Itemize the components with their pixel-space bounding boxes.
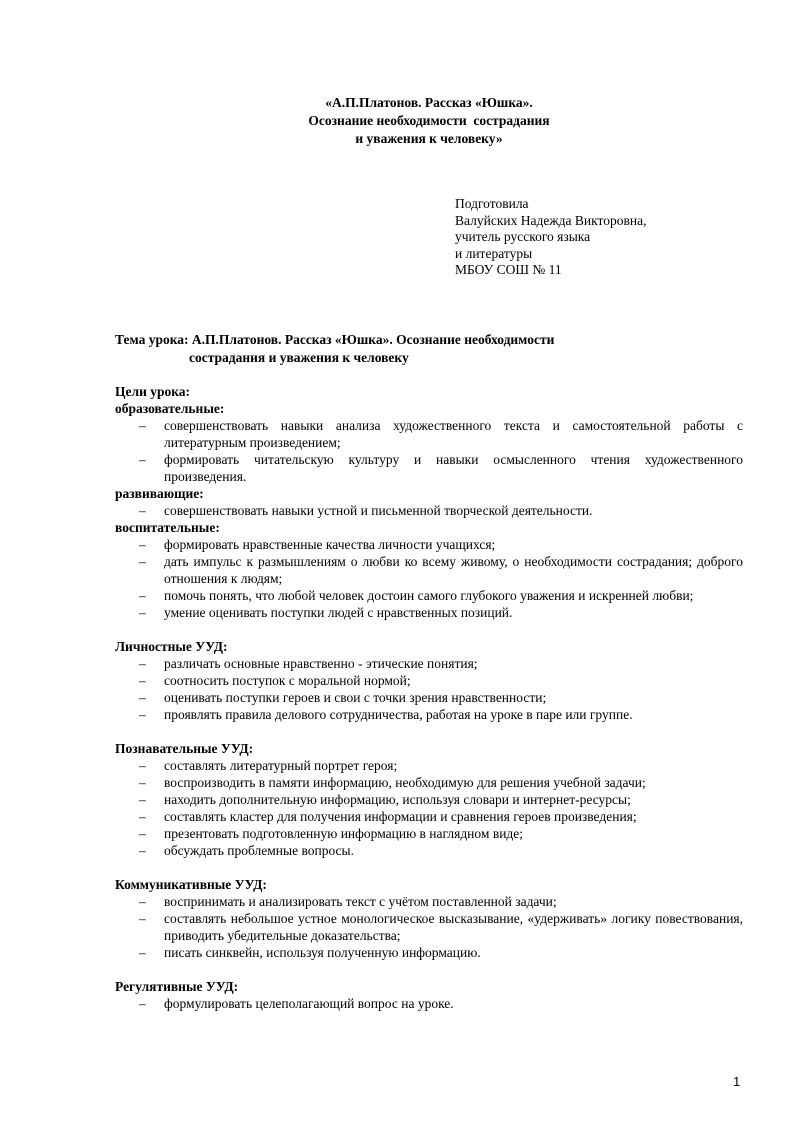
author-line: и литературы	[455, 245, 533, 261]
list-item-text: воспринимать и анализировать текст с учётом поставленной задачи;	[164, 894, 557, 909]
dash-marker: –	[139, 605, 146, 620]
list-item-text: формировать нравственные качества личности учащихся;	[164, 537, 496, 552]
dash-marker: –	[139, 945, 146, 960]
dash-marker: –	[139, 537, 146, 552]
dash-marker: –	[139, 758, 146, 773]
title-line: «А.П.Платонов. Рассказ «Юшка».	[325, 95, 533, 110]
dash-marker: –	[139, 775, 146, 790]
list-item	[115, 587, 743, 604]
list-item-text: проявлять правила делового сотрудничества, работая на уроке в паре или группе.	[164, 707, 633, 722]
author-block	[455, 196, 646, 279]
list-item-text: писать синквейн, используя полученную информацию.	[164, 945, 481, 960]
author-line: учитель русского языка	[455, 229, 591, 244]
title-line: и уважения к человеку»	[355, 131, 503, 146]
dash-marker: –	[139, 792, 146, 807]
developing-list	[115, 502, 743, 519]
list-item-text: формировать читательскую культуру и навыки осмысленного чтения художественного произведения.	[164, 452, 743, 484]
list-item	[115, 502, 743, 519]
list-item	[115, 995, 743, 1012]
list-item	[115, 672, 743, 689]
communicative-list	[115, 893, 743, 961]
dash-marker: –	[139, 690, 146, 705]
list-item-text: составлять литературный портрет героя;	[164, 758, 398, 773]
list-item	[115, 553, 743, 587]
dash-marker: –	[139, 996, 146, 1011]
list-item	[115, 451, 743, 485]
list-item	[115, 825, 743, 842]
list-item-text: оценивать поступки героев и свои с точки зрения нравственности;	[164, 690, 547, 705]
list-item-text: соотносить поступок с моральной нормой;	[164, 673, 411, 688]
dash-marker: –	[139, 588, 146, 603]
cognitive-heading: Познавательные УУД:	[115, 741, 254, 756]
regulatory-heading: Регулятивные УУД:	[115, 979, 239, 994]
dash-marker: –	[139, 809, 146, 824]
list-item	[115, 655, 743, 672]
list-item-text: презентовать подготовленную информацию в наглядном виде;	[164, 826, 524, 841]
author-line: МБОУ СОШ № 11	[455, 262, 562, 277]
educational-label: образовательные:	[115, 401, 225, 416]
developing-label: развивающие:	[115, 486, 204, 501]
dash-marker: –	[139, 418, 146, 433]
list-item-text: составлять небольшое устное монологическое высказывание, «удерживать» логику повествования, приводить убедительные доказательства;	[164, 911, 743, 943]
dash-marker: –	[139, 894, 146, 909]
list-item	[115, 808, 743, 825]
list-item	[115, 842, 743, 859]
list-item-text: дать импульс к размышлениям о любви ко всему живому, о необходимости сострадания; доброго отношения к людям;	[164, 554, 743, 586]
list-item	[115, 706, 743, 723]
dash-marker: –	[139, 503, 146, 518]
topic-line: Тема урока: А.П.Платонов. Рассказ «Юшка». Осознание необходимости	[115, 332, 555, 347]
document-content	[115, 383, 743, 1012]
list-item-text: умение оценивать поступки людей с нравственных позиций.	[164, 605, 513, 620]
list-item	[115, 944, 743, 961]
lesson-topic	[115, 331, 554, 367]
list-item-text: совершенствовать навыки устной и письменной творческой деятельности.	[164, 503, 593, 518]
list-item	[115, 757, 743, 774]
title-line: Осознание необходимости сострадания	[308, 113, 550, 128]
list-item	[115, 893, 743, 910]
list-item-text: помочь понять, что любой человек достоин самого глубокого уважения и искренней любви;	[164, 588, 694, 603]
cognitive-list	[115, 757, 743, 859]
author-line: Валуйских Надежда Викторовна,	[455, 212, 647, 228]
topic-line: сострадания и уважения к человеку	[189, 350, 409, 365]
list-item	[115, 689, 743, 706]
list-item	[115, 774, 743, 791]
list-item	[115, 604, 743, 621]
dash-marker: –	[139, 911, 146, 926]
goals-heading: Цели урока:	[115, 384, 191, 399]
list-item-text: обсуждать проблемные вопросы.	[164, 843, 354, 858]
list-item-text: находить дополнительную информацию, используя словари и интернет-ресурсы;	[164, 792, 631, 807]
list-item	[115, 791, 743, 808]
list-item-text: различать основные нравственно - этические понятия;	[164, 656, 478, 671]
dash-marker: –	[139, 452, 146, 467]
list-item-text: формулировать целеполагающий вопрос на уроке.	[164, 996, 454, 1011]
document-title	[0, 94, 800, 148]
list-item-text: воспроизводить в памяти информацию, необходимую для решения учебной задачи;	[164, 775, 646, 790]
regulatory-list	[115, 995, 743, 1012]
dash-marker: –	[139, 656, 146, 671]
dash-marker: –	[139, 826, 146, 841]
educational-list	[115, 417, 743, 485]
dash-marker: –	[139, 673, 146, 688]
author-line: Подготовила	[455, 196, 529, 211]
dash-marker: –	[139, 843, 146, 858]
list-item-text: совершенствовать навыки анализа художественного текста и самостоятельной работы с литературным произведением;	[164, 418, 743, 450]
upbringing-list	[115, 536, 743, 621]
list-item-text: составлять кластер для получения информации и сравнения героев произведения;	[164, 809, 637, 824]
list-item	[115, 910, 743, 944]
personal-list	[115, 655, 743, 723]
list-item	[115, 536, 743, 553]
page-number: 1	[733, 1074, 741, 1089]
dash-marker: –	[139, 554, 146, 569]
dash-marker: –	[139, 707, 146, 722]
upbringing-label: воспитательные:	[115, 520, 220, 535]
list-item	[115, 417, 743, 451]
communicative-heading: Коммуникативные УУД:	[115, 877, 267, 892]
personal-heading: Личностные УУД:	[115, 639, 228, 654]
